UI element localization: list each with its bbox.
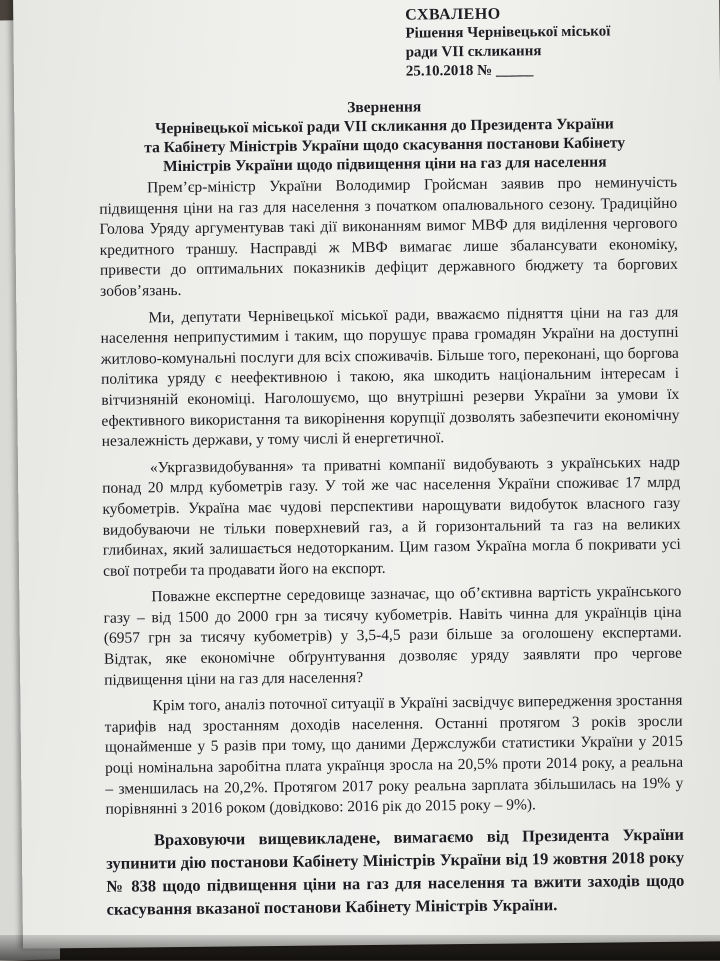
- final-demand-paragraph: Враховуючи вищевикладене, вимагаємо від Президента України зупинити дію постанови Кабінету Міністрів України від 19 жовтня 2018 року № 838 щодо підвищення ціни на газ для населення та вжити заходів щодо скасування вказаної постанови Кабінету Міністрів України.: [106, 824, 685, 919]
- approval-council-line: ради VII скликання: [405, 43, 542, 61]
- approval-decision-line: Рішення Чернівецької міської: [405, 23, 611, 42]
- approval-title: СХВАЛЕНО: [405, 5, 501, 24]
- paragraph-3: «Укргазвидобування» та приватні компанії видобувають з українських надр понад 20 млрд кубометрів газу. У той же час населення України споживає 17 млрд кубометрів. Україна має чудові перспективи нарощувати видобуток власного газу видобуваючи не тільки поверхневий газ, а й горизонтальний та газ на великих глибинах, який залишається недоторканим. Цим газом Україна могла б покривати усі свої потреби та продавати його на експорт.: [102, 453, 681, 580]
- paragraph-1: Прем’єр-міністр України Володимир Гройсман заявив про неминучість підвищення ціни на газ для населення з початком опалювального сезону. Традиційно Голова Уряду аргументував такі дії виконанням вимог МВФ для виділення чергового кредитного траншу. Насправді ж МВФ вимагає лише збалансувати економіку, привести до оптимальних показників дефіцит державного бюджету та боргових зобов’язань.: [99, 173, 678, 300]
- heading-title: Звернення: [347, 98, 422, 117]
- paragraph-5: Крім того, аналіз поточної ситуації в Україні засвідчує випередження зростання тарифів над зростанням доходів населення. Останні протягом 3 років зросли щонайменше у 5 разів при тому, що даними Держслужби статистики України у 2015 році номінальна заробітна плата українця зросла на 20,5% проти 2014 року, а реальна – зменшилась на 20,2%. Протягом 2017 року реальна зарплата збільшилась на 19% у порівнянні з 2016 роком (довідково: 2016 рік до 2015 року – 9%).: [104, 692, 684, 819]
- approval-date-number-line: 25.10.2018 № _____: [405, 62, 534, 80]
- approval-stamp-block: [405, 2, 706, 81]
- heading-line-3: та Кабінету Міністрів України щодо скасування постанови Кабінету: [144, 134, 626, 157]
- document-body: [99, 173, 685, 927]
- document-heading: [104, 95, 665, 177]
- paragraph-2: Ми, депутати Чернівецької міської ради, вважаємо підняття ціни на газ для населення неприпустимим і таким, що порушує права громадян України на доступні житлово-комунальні послуги для всіх споживачів. Більше того, переконані, що боргова політика уряду є неефективною і такою, яка шкодить національним інтересам і вітчизняній економіці. Наголошуємо, що внутрішні резерви України за умови їх ефективного використання та викорінення корупції дозволять забезпечити економічну незалежність держави, у тому числі й енергетичної.: [100, 303, 680, 450]
- bottom-shadow: [0, 935, 720, 960]
- heading-line-4: Міністрів України щодо підвищення ціни на газ для населення: [163, 153, 607, 176]
- heading-line-2: Чернівецької міської ради VII скликання до Президента України: [154, 115, 614, 138]
- paragraph-4: Поважне експертне середовище зазначає, що об’єктивна вартість українського газу – від 1500 до 2000 грн за тисячу кубометрів. Навіть чинна для українців ціна (6957 грн за тисячу кубометрів) у 3,5-4,5 рази більше за оголошену експертами. Відтак, яке економічне обґрунтування дозволяє уряду заявляти про чергове підвищення ціни на газ для населення?: [103, 583, 683, 689]
- document-page: [13, 0, 720, 949]
